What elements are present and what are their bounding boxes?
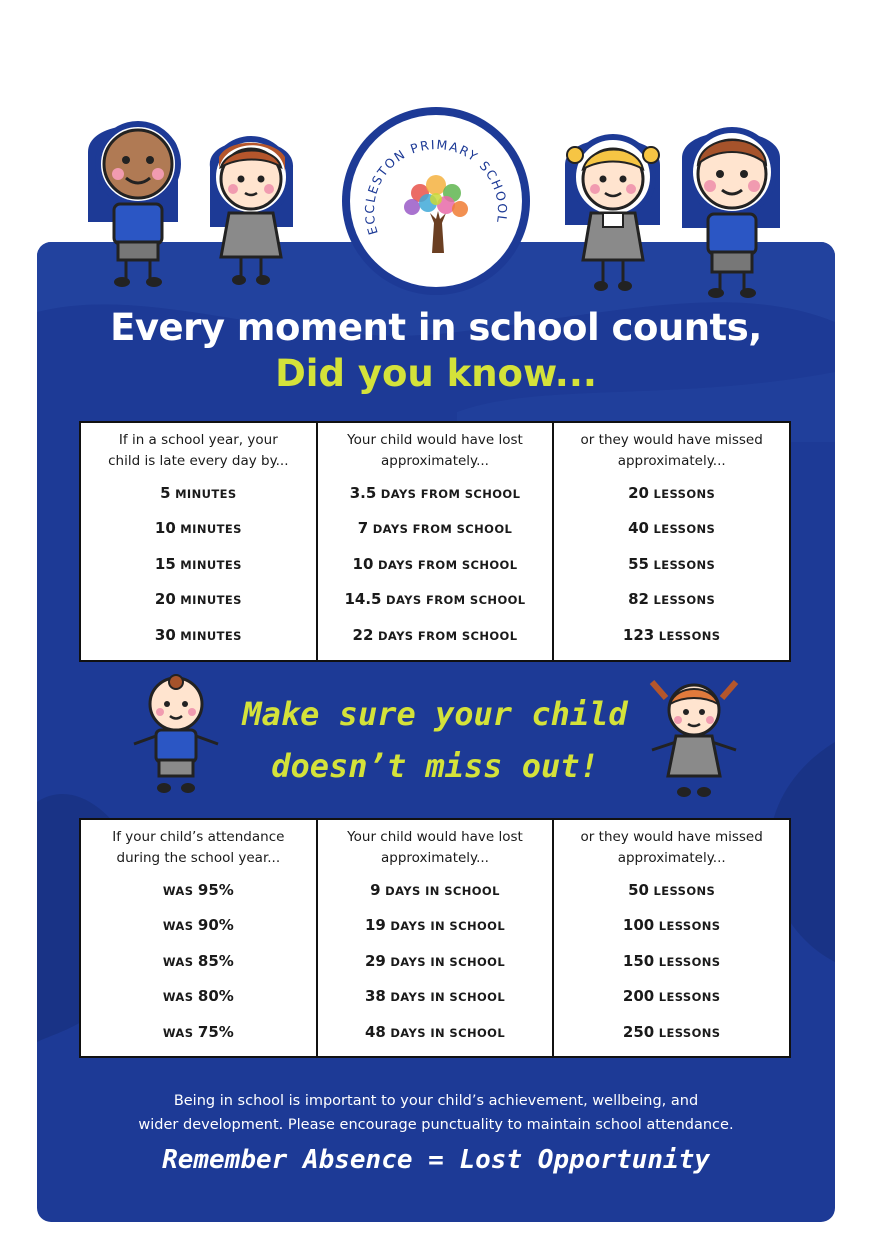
late-days-lost-column bbox=[318, 423, 555, 660]
table-cell: 50 LESSONS bbox=[628, 881, 716, 899]
table-cell: 7 DAYS FROM SCHOOL bbox=[357, 519, 513, 538]
table-cell: 20 MINUTES bbox=[154, 590, 242, 609]
tree-icon bbox=[404, 175, 468, 253]
table-cell: 82 LESSONS bbox=[628, 590, 716, 609]
table-cell: 123 LESSONS bbox=[622, 625, 721, 644]
table-cell: 29 DAYS IN SCHOOL bbox=[364, 951, 506, 970]
girl-middle-illustration bbox=[644, 676, 744, 804]
column-header: or they would have missed approximately... bbox=[580, 829, 763, 866]
subheadline: Did you know... bbox=[275, 352, 597, 395]
table-cell: 100 LESSONS bbox=[622, 916, 721, 935]
boy-middle-illustration bbox=[128, 672, 224, 800]
table-cell: 48 DAYS IN SCHOOL bbox=[364, 1022, 506, 1041]
table-cell: 20 LESSONS bbox=[628, 484, 716, 502]
table-cell: 30 MINUTES bbox=[154, 625, 242, 644]
table-cell: 22 DAYS FROM SCHOOL bbox=[352, 625, 518, 644]
table-cell: 15 MINUTES bbox=[154, 554, 242, 573]
table-cell: WAS 85% bbox=[162, 951, 234, 970]
attendance-lessons-missed-column bbox=[554, 820, 789, 1056]
table-cell: 3.5 DAYS FROM SCHOOL bbox=[349, 484, 521, 502]
boy-left-illustration bbox=[78, 112, 196, 292]
column-header: If your child’s attendance during the school year... bbox=[112, 829, 285, 866]
table-cell: 5 MINUTES bbox=[160, 484, 237, 502]
girl-right-illustration bbox=[555, 125, 670, 300]
school-name-arc: ECCLESTON PRIMARY SCHOOL bbox=[361, 136, 511, 237]
attendance-percent-column bbox=[81, 820, 318, 1056]
footer-tagline: Remember Absence = Lost Opportunity bbox=[162, 1145, 710, 1175]
table-cell: 38 DAYS IN SCHOOL bbox=[364, 987, 506, 1006]
table-cell: 10 DAYS FROM SCHOOL bbox=[352, 554, 518, 573]
table-cell: WAS 95% bbox=[162, 881, 234, 899]
footer-text: Being in school is important to your child’s achievement, wellbeing, and wider development. Please encourage punctuality to maintain school attendance. bbox=[138, 1093, 734, 1133]
table-cell: 19 DAYS IN SCHOOL bbox=[364, 916, 506, 935]
table-cell: 40 LESSONS bbox=[628, 519, 716, 538]
table-cell: 9 DAYS IN SCHOOL bbox=[370, 881, 500, 899]
school-logo bbox=[342, 107, 530, 295]
attendance-table bbox=[79, 818, 791, 1058]
attendance-days-lost-column bbox=[318, 820, 555, 1056]
table-cell: 10 MINUTES bbox=[154, 519, 242, 538]
table-cell: WAS 75% bbox=[162, 1022, 234, 1041]
table-cell: 150 LESSONS bbox=[622, 951, 721, 970]
column-header: or they would have missed approximately... bbox=[580, 432, 763, 469]
column-header: Your child would have lost approximately... bbox=[347, 829, 523, 866]
slogan: Make sure your child doesn’t miss out! bbox=[242, 695, 628, 785]
column-header: Your child would have lost approximately... bbox=[347, 432, 523, 469]
late-minutes-column bbox=[81, 423, 318, 660]
table-cell: 14.5 DAYS FROM SCHOOL bbox=[344, 590, 526, 609]
table-cell: 55 LESSONS bbox=[628, 554, 716, 573]
late-lessons-missed-column bbox=[554, 423, 789, 660]
boy-right-illustration bbox=[672, 118, 790, 303]
table-cell: WAS 90% bbox=[162, 916, 234, 935]
school-logo-graphic bbox=[350, 115, 522, 287]
column-header: If in a school year, your child is late every day by... bbox=[108, 432, 289, 469]
table-cell: 200 LESSONS bbox=[622, 987, 721, 1006]
girl-left-illustration bbox=[195, 127, 305, 292]
table-cell: WAS 80% bbox=[162, 987, 234, 1006]
table-cell: 250 LESSONS bbox=[622, 1022, 721, 1041]
headline: Every moment in school counts, bbox=[110, 306, 762, 349]
lateness-table bbox=[79, 421, 791, 662]
